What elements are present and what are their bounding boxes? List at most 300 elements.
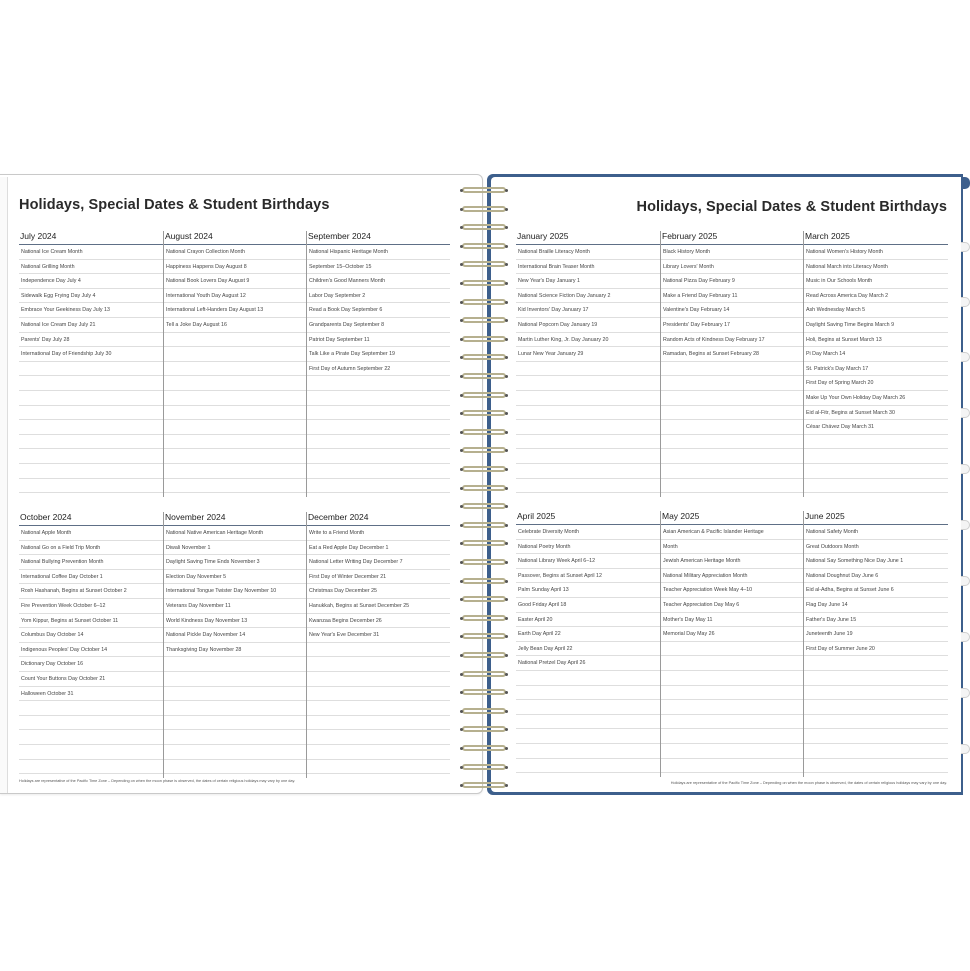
date-entry: Columbus Day October 14 — [19, 628, 163, 643]
date-entry: New Year's Day January 1 — [516, 274, 660, 289]
date-entry: Martin Luther King, Jr. Day January 20 — [516, 333, 660, 348]
blank-line — [164, 333, 306, 348]
date-list — [516, 245, 660, 493]
coil-wire — [462, 410, 506, 416]
page-tabs — [961, 174, 970, 796]
blank-line — [804, 759, 948, 774]
blank-line — [307, 657, 450, 672]
punch-hole — [460, 747, 463, 750]
blank-line — [516, 420, 660, 435]
blank-line — [164, 435, 306, 450]
punch-hole — [505, 282, 508, 285]
blank-line — [164, 657, 306, 672]
coil-wire — [462, 317, 506, 323]
blank-line — [307, 435, 450, 450]
punch-hole — [505, 319, 508, 322]
punch-hole — [505, 524, 508, 527]
date-list — [19, 526, 163, 774]
blank-line — [804, 449, 948, 464]
date-entry: World Kindness Day November 13 — [164, 614, 306, 629]
month-heading: July 2024 — [20, 231, 57, 241]
month-column — [164, 512, 307, 778]
blank-line — [661, 642, 803, 657]
blank-line — [164, 391, 306, 406]
month-heading: January 2025 — [517, 231, 569, 241]
blank-line — [516, 759, 660, 774]
punch-hole — [505, 375, 508, 378]
blank-line — [804, 744, 948, 759]
punch-hole — [505, 542, 508, 545]
blank-line — [307, 449, 450, 464]
blank-line — [307, 420, 450, 435]
month-tab[interactable] — [961, 408, 970, 418]
punch-hole — [505, 580, 508, 583]
date-entry: First Day of Spring March 20 — [804, 376, 948, 391]
blank-line — [307, 672, 450, 687]
blank-line — [19, 701, 163, 716]
blank-line — [19, 464, 163, 479]
month-heading: March 2025 — [805, 231, 850, 241]
date-entry: St. Patrick's Day March 17 — [804, 362, 948, 377]
month-tab[interactable] — [961, 520, 970, 530]
punch-hole — [505, 487, 508, 490]
coil-wire — [462, 392, 506, 398]
month-heading: October 2024 — [20, 512, 72, 522]
punch-hole — [505, 747, 508, 750]
punch-hole — [460, 394, 463, 397]
month-tab[interactable] — [961, 177, 970, 189]
date-list — [19, 245, 163, 493]
blank-line — [307, 730, 450, 745]
month-tab[interactable] — [961, 688, 970, 698]
blank-line — [307, 479, 450, 494]
punch-hole — [460, 301, 463, 304]
coil-wire — [462, 261, 506, 267]
date-entry: Passover, Begins at Sunset April 12 — [516, 569, 660, 584]
blank-line — [307, 760, 450, 775]
blank-line — [804, 686, 948, 701]
coil-wire — [462, 206, 506, 212]
blank-line — [164, 347, 306, 362]
coil-wire — [462, 540, 506, 546]
punch-hole — [505, 263, 508, 266]
blank-line — [661, 391, 803, 406]
spiral-coil — [458, 763, 510, 773]
punch-hole — [460, 673, 463, 676]
blank-line — [661, 686, 803, 701]
date-entry: Easter April 20 — [516, 613, 660, 628]
punch-hole — [460, 710, 463, 713]
month-column — [661, 511, 804, 777]
date-entry: National Hispanic Heritage Month — [307, 245, 450, 260]
blank-line — [661, 420, 803, 435]
coil-wire — [462, 224, 506, 230]
blank-line — [804, 671, 948, 686]
punch-hole — [460, 208, 463, 211]
month-column — [516, 511, 661, 777]
blank-line — [661, 759, 803, 774]
spiral-coil — [458, 577, 510, 587]
spiral-coil — [458, 353, 510, 363]
blank-line — [19, 376, 163, 391]
date-entry: Ramadan, Begins at Sunset February 28 — [661, 347, 803, 362]
spiral-coil — [458, 651, 510, 661]
date-entry: Valentine's Day February 14 — [661, 303, 803, 318]
month-column — [19, 231, 164, 497]
coil-wire — [462, 187, 506, 193]
blank-line — [661, 671, 803, 686]
date-list — [307, 245, 450, 493]
date-entry: National Safety Month — [804, 525, 948, 540]
date-entry: Lunar New Year January 29 — [516, 347, 660, 362]
spiral-coil — [458, 428, 510, 438]
date-entry: National Popcorn Day January 19 — [516, 318, 660, 333]
date-entry: Teacher Appreciation Day May 6 — [661, 598, 803, 613]
date-entry: Christmas Day December 25 — [307, 584, 450, 599]
date-entry: National Go on a Field Trip Month — [19, 541, 163, 556]
blank-line — [804, 715, 948, 730]
month-column — [804, 231, 948, 497]
blank-line — [307, 643, 450, 658]
date-list — [516, 525, 660, 773]
date-entry: National Letter Writing Day December 7 — [307, 555, 450, 570]
blank-line — [516, 729, 660, 744]
blank-line — [164, 716, 306, 731]
date-list — [307, 526, 450, 774]
date-entry: National Pretzel Day April 26 — [516, 656, 660, 671]
month-column — [516, 231, 661, 497]
right-page-title: Holidays, Special Dates & Student Birthdays — [636, 199, 947, 215]
date-entry: Embrace Your Geekiness Day July 13 — [19, 303, 163, 318]
date-entry: Teacher Appreciation Week May 4–10 — [661, 583, 803, 598]
date-entry: Presidents' Day February 17 — [661, 318, 803, 333]
punch-hole — [460, 431, 463, 434]
date-list — [804, 245, 948, 493]
date-entry: National Pickle Day November 14 — [164, 628, 306, 643]
blank-line — [661, 729, 803, 744]
punch-hole — [460, 282, 463, 285]
date-entry: Holi, Begins at Sunset March 13 — [804, 333, 948, 348]
punch-hole — [505, 338, 508, 341]
coil-wire — [462, 243, 506, 249]
month-column — [804, 511, 948, 777]
date-entry: International Coffee Day October 1 — [19, 570, 163, 585]
spiral-coil — [458, 223, 510, 233]
coil-wire — [462, 726, 506, 732]
date-entry: Rosh Hashanah, Begins at Sunset October 2 — [19, 584, 163, 599]
month-tab[interactable] — [961, 744, 970, 754]
left-page — [0, 174, 483, 794]
blank-line — [661, 744, 803, 759]
date-entry: National Grilling Month — [19, 260, 163, 275]
planner-spread — [0, 174, 970, 796]
date-entry: Library Lovers' Month — [661, 260, 803, 275]
date-entry: Independence Day July 4 — [19, 274, 163, 289]
date-entry: National Braille Literacy Month — [516, 245, 660, 260]
month-column — [307, 231, 450, 497]
left-top-grid — [19, 231, 450, 497]
date-entry: Write to a Friend Month — [307, 526, 450, 541]
month-heading: February 2025 — [662, 231, 718, 241]
blank-line — [164, 449, 306, 464]
blank-line — [516, 391, 660, 406]
date-entry: Sidewalk Egg Frying Day July 4 — [19, 289, 163, 304]
coil-wire — [462, 745, 506, 751]
blank-line — [19, 420, 163, 435]
spiral-coil — [458, 465, 510, 475]
month-column — [164, 231, 307, 497]
spiral-coil — [458, 446, 510, 456]
coil-wire — [462, 336, 506, 342]
month-column — [307, 512, 450, 778]
punch-hole — [505, 208, 508, 211]
left-page-title: Holidays, Special Dates & Student Birthdays — [19, 197, 330, 213]
right-footnote: Holidays are representative of the Pacific Time Zone – Depending on when the moon phase is observed, the dates of certain religious holidays may vary by one day. — [670, 781, 947, 785]
date-entry: September 15–October 15 — [307, 260, 450, 275]
date-entry: Dictionary Day October 16 — [19, 657, 163, 672]
blank-line — [516, 700, 660, 715]
blank-line — [661, 376, 803, 391]
coil-wire — [462, 615, 506, 621]
blank-line — [661, 362, 803, 377]
blank-line — [307, 391, 450, 406]
blank-line — [661, 700, 803, 715]
blank-line — [661, 656, 803, 671]
coil-wire — [462, 354, 506, 360]
blank-line — [661, 406, 803, 421]
coil-wire — [462, 652, 506, 658]
blank-line — [164, 362, 306, 377]
coil-wire — [462, 299, 506, 305]
coil-wire — [462, 671, 506, 677]
punch-hole — [505, 617, 508, 620]
blank-line — [164, 464, 306, 479]
date-entry: Flag Day June 14 — [804, 598, 948, 613]
date-entry: Pi Day March 14 — [804, 347, 948, 362]
blank-line — [661, 449, 803, 464]
blank-line — [19, 745, 163, 760]
spiral-binding — [458, 186, 510, 786]
coil-wire — [462, 578, 506, 584]
date-entry: Daylight Saving Time Ends November 3 — [164, 555, 306, 570]
blank-line — [164, 745, 306, 760]
date-entry: Election Day November 5 — [164, 570, 306, 585]
blank-line — [516, 715, 660, 730]
coil-wire — [462, 708, 506, 714]
date-entry: Yom Kippur, Begins at Sunset October 11 — [19, 614, 163, 629]
date-entry: National Ice Cream Month — [19, 245, 163, 260]
punch-hole — [505, 394, 508, 397]
date-entry: Patriot Day September 11 — [307, 333, 450, 348]
date-entry: National Say Something Nice Day June 1 — [804, 554, 948, 569]
spiral-coil — [458, 614, 510, 624]
page-edge — [0, 177, 8, 793]
right-page — [491, 177, 961, 792]
spiral-coil — [458, 707, 510, 717]
month-tab[interactable] — [961, 352, 970, 362]
coil-wire — [462, 689, 506, 695]
blank-line — [307, 376, 450, 391]
blank-line — [164, 687, 306, 702]
coil-wire — [462, 559, 506, 565]
date-list — [804, 525, 948, 773]
left-bottom-grid — [19, 512, 450, 778]
date-entry: Happiness Happens Day August 8 — [164, 260, 306, 275]
date-list — [164, 526, 306, 774]
coil-wire — [462, 503, 506, 509]
date-entry: Father's Day June 15 — [804, 613, 948, 628]
punch-hole — [505, 654, 508, 657]
punch-hole — [460, 338, 463, 341]
blank-line — [516, 435, 660, 450]
blank-line — [19, 406, 163, 421]
punch-hole — [460, 654, 463, 657]
blank-line — [661, 715, 803, 730]
date-entry: First Day of Summer June 20 — [804, 642, 948, 657]
date-entry: Parents' Day July 28 — [19, 333, 163, 348]
spiral-coil — [458, 632, 510, 642]
blank-line — [661, 479, 803, 494]
date-entry: Veterans Day November 11 — [164, 599, 306, 614]
date-entry: Diwali November 1 — [164, 541, 306, 556]
blank-line — [164, 406, 306, 421]
blank-line — [164, 420, 306, 435]
month-heading: June 2025 — [805, 511, 845, 521]
blank-line — [804, 729, 948, 744]
month-heading: August 2024 — [165, 231, 213, 241]
date-entry: International Tongue Twister Day November 10 — [164, 584, 306, 599]
punch-hole — [460, 766, 463, 769]
punch-hole — [460, 617, 463, 620]
coil-wire — [462, 447, 506, 453]
month-tab[interactable] — [961, 242, 970, 252]
date-entry: First Day of Autumn September 22 — [307, 362, 450, 377]
blank-line — [307, 464, 450, 479]
blank-line — [307, 716, 450, 731]
date-entry: Good Friday April 18 — [516, 598, 660, 613]
coil-wire — [462, 373, 506, 379]
date-list — [661, 245, 803, 493]
date-entry: Make Up Your Own Holiday Day March 26 — [804, 391, 948, 406]
punch-hole — [505, 449, 508, 452]
blank-line — [19, 479, 163, 494]
coil-wire — [462, 782, 506, 788]
spiral-coil — [458, 502, 510, 512]
spiral-coil — [458, 670, 510, 680]
date-entry: Hanukkah, Begins at Sunset December 25 — [307, 599, 450, 614]
date-entry: Thanksgiving Day November 28 — [164, 643, 306, 658]
punch-hole — [505, 635, 508, 638]
blank-line — [19, 760, 163, 775]
spiral-coil — [458, 484, 510, 494]
date-entry: Children's Good Manners Month — [307, 274, 450, 289]
spiral-coil — [458, 539, 510, 549]
punch-hole — [505, 561, 508, 564]
blank-line — [516, 362, 660, 377]
spiral-coil — [458, 595, 510, 605]
blank-line — [164, 730, 306, 745]
month-tab[interactable] — [961, 297, 970, 307]
spiral-coil — [458, 205, 510, 215]
date-entry: International Left-Handers Day August 13 — [164, 303, 306, 318]
blank-line — [19, 391, 163, 406]
spiral-coil — [458, 409, 510, 419]
month-heading: April 2025 — [517, 511, 556, 521]
month-tab[interactable] — [961, 576, 970, 586]
date-entry: Tell a Joke Day August 16 — [164, 318, 306, 333]
date-entry: Indigenous Peoples' Day October 14 — [19, 643, 163, 658]
punch-hole — [460, 375, 463, 378]
blank-line — [19, 449, 163, 464]
punch-hole — [505, 766, 508, 769]
date-entry: Labor Day September 2 — [307, 289, 450, 304]
blank-line — [804, 656, 948, 671]
date-entry: Music in Our Schools Month — [804, 274, 948, 289]
blank-line — [661, 464, 803, 479]
right-top-grid — [516, 231, 948, 497]
punch-hole — [460, 245, 463, 248]
date-entry: Month — [661, 540, 803, 555]
date-entry: Jelly Bean Day April 22 — [516, 642, 660, 657]
punch-hole — [505, 505, 508, 508]
blank-line — [804, 479, 948, 494]
blank-line — [661, 435, 803, 450]
blank-line — [164, 479, 306, 494]
punch-hole — [505, 301, 508, 304]
month-heading: November 2024 — [165, 512, 226, 522]
punch-hole — [505, 598, 508, 601]
month-tab[interactable] — [961, 632, 970, 642]
date-entry: Eid al-Adha, Begins at Sunset June 6 — [804, 583, 948, 598]
month-tab[interactable] — [961, 464, 970, 474]
punch-hole — [505, 468, 508, 471]
date-entry: Random Acts of Kindness Day February 17 — [661, 333, 803, 348]
date-entry: International Youth Day August 12 — [164, 289, 306, 304]
coil-wire — [462, 429, 506, 435]
blank-line — [516, 449, 660, 464]
date-entry: Great Outdoors Month — [804, 540, 948, 555]
date-entry: Count Your Buttons Day October 21 — [19, 672, 163, 687]
blank-line — [516, 744, 660, 759]
spiral-coil — [458, 725, 510, 735]
date-entry: Black History Month — [661, 245, 803, 260]
spiral-coil — [458, 521, 510, 531]
blank-line — [19, 730, 163, 745]
month-heading: December 2024 — [308, 512, 369, 522]
date-entry: Read Across America Day March 2 — [804, 289, 948, 304]
spiral-coil — [458, 781, 510, 791]
date-entry: National Poetry Month — [516, 540, 660, 555]
blank-line — [804, 464, 948, 479]
blank-line — [19, 716, 163, 731]
date-entry: National Doughnut Day June 6 — [804, 569, 948, 584]
coil-wire — [462, 485, 506, 491]
blank-line — [164, 760, 306, 775]
date-entry: National Book Lovers Day August 9 — [164, 274, 306, 289]
date-entry: Kwanzaa Begins December 26 — [307, 614, 450, 629]
left-footnote: Holidays are representative of the Pacific Time Zone – Depending on when the moon phase is observed, the dates of certain religious holidays may vary by one day. — [19, 779, 296, 783]
date-entry: First Day of Winter December 21 — [307, 570, 450, 585]
spiral-coil — [458, 186, 510, 196]
spiral-coil — [458, 242, 510, 252]
punch-hole — [505, 728, 508, 731]
blank-line — [516, 406, 660, 421]
blank-line — [516, 671, 660, 686]
date-entry: Kid Inventors' Day January 17 — [516, 303, 660, 318]
date-entry: National Pizza Day February 9 — [661, 274, 803, 289]
blank-line — [516, 479, 660, 494]
punch-hole — [505, 356, 508, 359]
